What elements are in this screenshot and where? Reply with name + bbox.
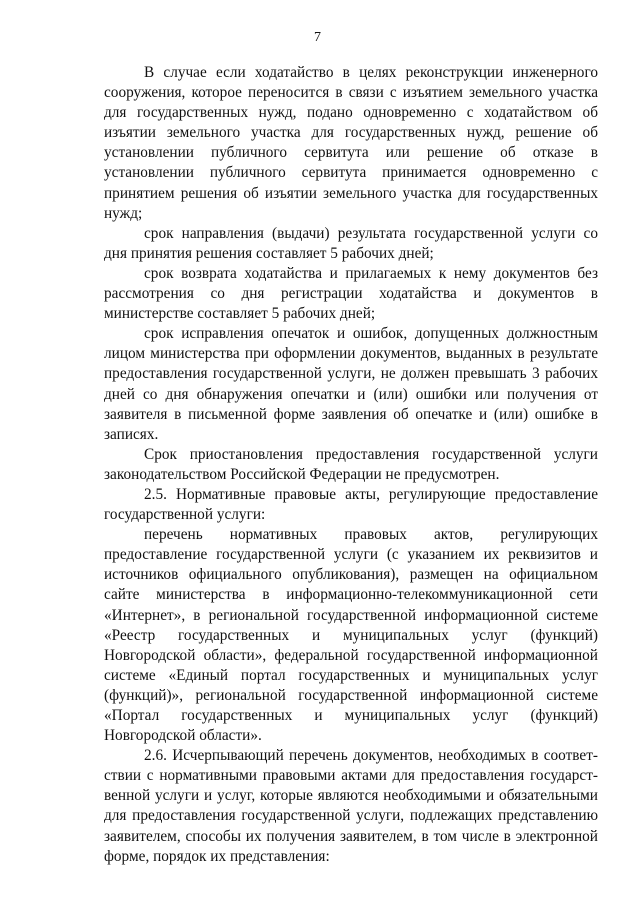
paragraph-section-2-5: 2.5. Нормативные правовые акты, регулирующие предоставление государственной услуги: <box>104 485 598 524</box>
document-body <box>104 63 598 867</box>
paragraph-return-term: срок возврата ходатайства и прилагаемых к нему документов без рассмотрения со дня регистрации ходатайства и документов в министерстве составляет 5 рабочих дней; <box>104 264 598 323</box>
paragraph-section-2-6: 2.6. Исчерпывающий перечень документов, необходимых в соответствии с нормативными правовыми актами для предоставления государственной услуги и услуг, которые являются необходимыми и обязательными для предоставления государственной услуги, подлежащих представлению заявителем, способы их получения заявителем, в том числе в электронной форме, порядок их представления: <box>104 747 598 865</box>
paragraph-easement-decision: В случае если ходатайство в целях реконструкции инженерного сооружения, которое переносится в связи с изъятием земельного участка для государственных нужд, подано одновременно с ходатайством об изъятии земельного участка для государственных нужд, решение об установлении публичного сервитута или решение об отказе в установлении публичного сервитута принимается одновременно с принятием решения об изъятии земельного участка для государственных нужд; <box>104 64 598 222</box>
paragraph-legal-acts-list: перечень нормативных правовых актов, регулирующих предоставление государственной услуги (с указанием их реквизитов и источников официального опубликования), размещен на официальном сайте министерства в информационно-телекоммуникационной сети «Интернет», в региональной государственной информационной системе «Реестр государственных и муниципальных услуг (функций) Новгородской области», федеральной государственной информационной системе «Единый портал государственных и муниципальных услуг (функций)», региональной государственной информационной системе «Портал государственных и муниципальных услуг (функций) Новгородской области». <box>104 526 598 745</box>
page-number: 7 <box>314 30 321 45</box>
paragraph-result-delivery-term: срок направления (выдачи) результата государственной услуги со дня принятия решения составляет 5 рабочих дней; <box>104 224 598 262</box>
paragraph-correction-term: срок исправления опечаток и ошибок, допущенных должностным лицом министерства при оформлении документов, выданных в результате предоставления государственной услуги, не должен превышать 3 рабочих дней со дня обнаружения опечатки и (или) ошибки или получения от заявителя в письменной форме заявления об опечатке и (или) ошибке в записях. <box>104 325 598 443</box>
paragraph-suspension-term: Срок приостановления предоставления государственной услуги законодательством Российской Федерации не предусмотрен. <box>104 445 598 483</box>
